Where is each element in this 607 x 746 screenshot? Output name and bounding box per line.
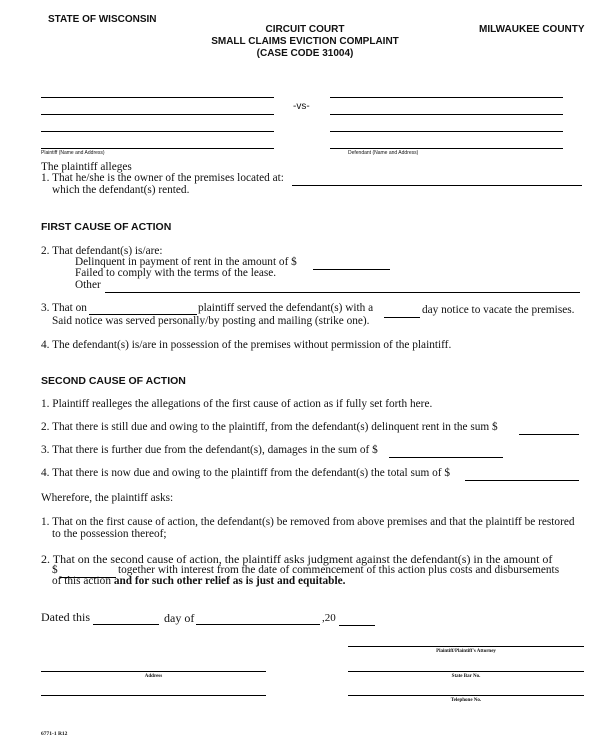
address-caption: Address: [144, 674, 163, 679]
delinquent-amount-field[interactable]: [313, 257, 390, 270]
defendant-caption: Defendant (Name and Address): [348, 150, 419, 156]
wherefore-item-2b: together with interest from the date of commencement of this action plus costs and disbursements: [118, 564, 560, 576]
defendant-name-line-2[interactable]: [330, 102, 563, 115]
wherefore-item-2-end: [52, 575, 345, 587]
attorney-caption: Plaintiff/Plaintiff's Attorney: [436, 649, 496, 654]
form-number: 6771-1 R12: [41, 731, 68, 737]
first-cause-item-4: 4. The defendant(s) is/are in possession of the premises without permission of the plaintiff.: [41, 339, 452, 351]
wherefore-dollar: $: [52, 564, 58, 576]
delinquent-rent-sum-field[interactable]: [519, 422, 579, 435]
plaintiff-caption: Plaintiff (Name and Address): [41, 150, 105, 156]
state-bar-caption: State Bar No.: [451, 674, 481, 679]
other-field[interactable]: [105, 280, 580, 293]
year-prefix: ,20: [322, 612, 336, 624]
plaintiff-name-line-2[interactable]: [41, 102, 274, 115]
failed-label: Failed to comply with the terms of the lease.: [75, 267, 277, 279]
day-of-label: day of: [164, 611, 195, 625]
other-label: Other: [75, 279, 101, 291]
plaintiff-name-line-4[interactable]: [41, 136, 274, 149]
intro-item-1-cont: which the defendant(s) rented.: [52, 184, 190, 196]
month-field[interactable]: [196, 612, 320, 625]
first-cause-heading: FIRST CAUSE OF ACTION: [41, 221, 172, 233]
notice-date-field[interactable]: [89, 302, 197, 315]
plaintiff-name-line-1[interactable]: [41, 85, 274, 98]
defendant-name-line-4[interactable]: [330, 136, 563, 149]
dated-this-label: Dated this: [41, 610, 90, 624]
state-label: STATE OF WISCONSIN: [48, 14, 157, 25]
defendant-name-line-3[interactable]: [330, 119, 563, 132]
plaintiff-name-line-3[interactable]: [41, 119, 274, 132]
court-line-3: (CASE CODE 31004): [256, 48, 354, 59]
second-cause-item-4: 4. That there is now due and owing to the plaintiff from the defendant(s) the total sum of $: [41, 467, 450, 479]
delinquent-label: Delinquent in payment of rent in the amount of $: [75, 256, 297, 268]
day-field[interactable]: [93, 612, 159, 625]
first-cause-item-3c: day notice to vacate the premises.: [422, 304, 575, 316]
wherefore-relief: and for such other relief as is just and equitable.: [113, 575, 346, 587]
first-cause-item-3b: plaintiff served the defendant(s) with a: [198, 302, 374, 314]
wherefore-item-2c: of this action: [52, 575, 111, 587]
telephone-caption: Telephone No.: [450, 698, 482, 703]
premises-address-field[interactable]: [292, 173, 582, 186]
state-bar-field[interactable]: [348, 659, 584, 672]
defendant-name-line-1[interactable]: [330, 85, 563, 98]
court-line-1: CIRCUIT COURT: [265, 24, 345, 35]
wherefore-item-1b: to the possession thereof;: [52, 528, 167, 540]
attorney-signature-field[interactable]: [348, 634, 584, 647]
notice-days-field[interactable]: [384, 305, 420, 318]
vs-label: -vs-: [293, 101, 310, 112]
telephone-field[interactable]: [348, 683, 584, 696]
plaintiff-alleges: The plaintiff alleges: [41, 161, 132, 173]
second-cause-item-1: 1. Plaintiff realleges the allegations of the first cause of action as if fully set forth here.: [41, 398, 433, 410]
address-field-1[interactable]: [41, 659, 266, 672]
intro-item-1: 1. That he/she is the owner of the premises located at:: [41, 172, 284, 184]
first-cause-item-3a: 3. That on: [41, 302, 87, 314]
county-label: MILWAUKEE COUNTY: [479, 24, 585, 35]
second-cause-heading: SECOND CAUSE OF ACTION: [41, 375, 186, 387]
address-field-2[interactable]: [41, 683, 266, 696]
year-field[interactable]: [339, 613, 375, 626]
first-cause-item-2: 2. That defendant(s) is/are:: [41, 245, 163, 257]
total-sum-field[interactable]: [465, 468, 579, 481]
first-cause-item-3d: Said notice was served personally/by posting and mailing (strike one).: [52, 315, 370, 327]
second-cause-item-2: 2. That there is still due and owing to the plaintiff, from the defendant(s) delinquent rent in the sum $: [41, 421, 498, 433]
court-title: [200, 24, 410, 60]
damages-sum-field[interactable]: [389, 445, 503, 458]
second-cause-item-3: 3. That there is further due from the defendant(s), damages in the sum of $: [41, 444, 378, 456]
court-line-2: SMALL CLAIMS EVICTION COMPLAINT: [211, 36, 399, 47]
wherefore-intro: Wherefore, the plaintiff asks:: [41, 492, 174, 504]
wherefore-item-2a: 2. That on the second cause of action, the plaintiff asks judgment against the defendant(s) in the amount of: [41, 552, 553, 566]
wherefore-item-1a: 1. That on the first cause of action, the defendant(s) be removed from above premises and that the plaintiff be restored: [41, 516, 575, 528]
